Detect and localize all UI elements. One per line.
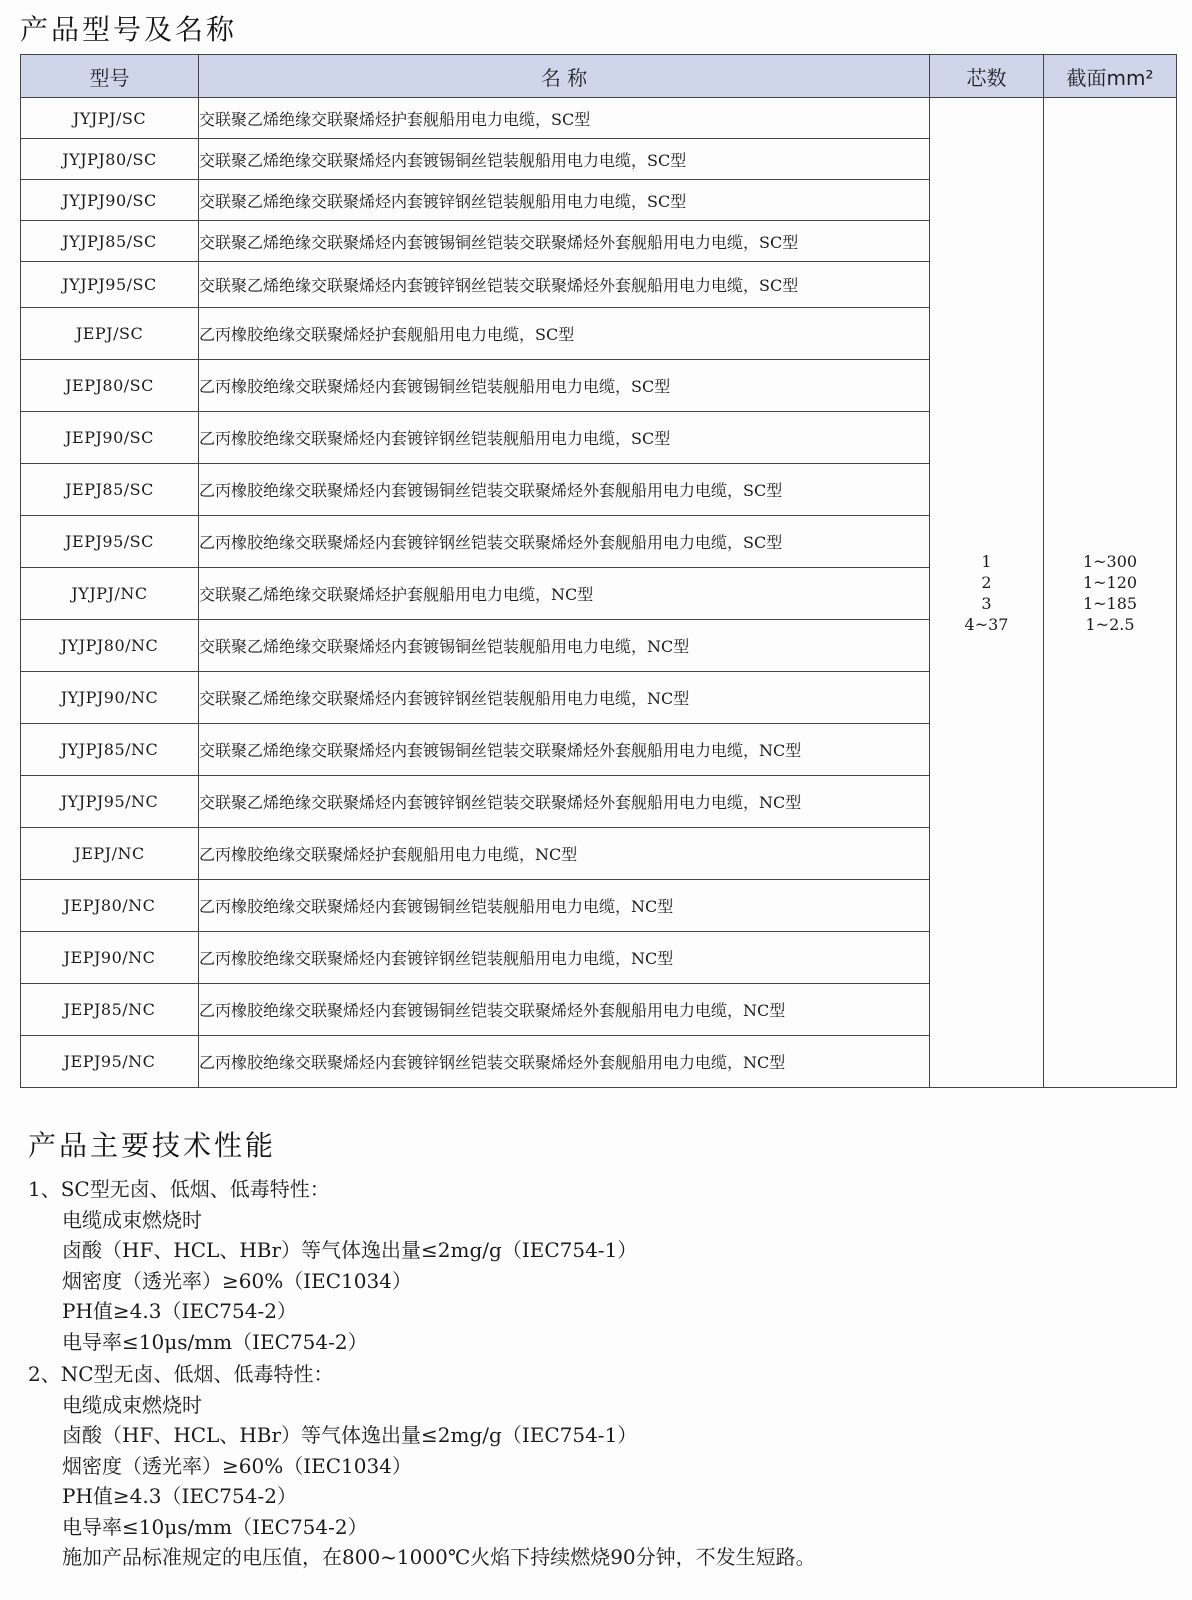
performance-line: 卤酸（HF、HCL、HBr）等气体逸出量≤2mg/g（IEC754-1） [62,1423,638,1447]
cell-model: JEPJ80/NC [21,880,199,932]
cell-name: 交联聚乙烯绝缘交联聚烯烃内套镀锡铜丝铠装舰船用电力电缆，NC型 [199,620,930,672]
performance-group [28,1174,816,1357]
section-value: 1~185 [1082,593,1138,613]
cell-name: 交联聚乙烯绝缘交联聚烯烃内套镀锡铜丝铠装交联聚烯烃外套舰船用电力电缆，NC型 [199,724,930,776]
cell-model: JEPJ90/NC [21,932,199,984]
performance-line: PH值≥4.3（IEC754-2） [62,1299,297,1323]
cell-name: 乙丙橡胶绝缘交联聚烯烃护套舰船用电力电缆，SC型 [199,308,930,360]
performance-line: PH值≥4.3（IEC754-2） [62,1484,297,1508]
cell-name: 交联聚乙烯绝缘交联聚烯烃护套舰船用电力电缆，NC型 [199,568,930,620]
cell-model: JYJPJ/SC [21,98,199,139]
cell-model: JYJPJ85/NC [21,724,199,776]
section-value: 1~2.5 [1085,614,1135,634]
cell-model: JEPJ95/NC [21,1036,199,1088]
performance-line: 烟密度（透光率）≥60%（IEC1034） [62,1453,412,1478]
cell-model: JEPJ80/SC [21,360,199,412]
cell-model: JYJPJ95/SC [21,262,199,308]
cell-model: JYJPJ80/SC [21,139,199,180]
product-model-table [20,54,1177,1088]
cell-name: 乙丙橡胶绝缘交联聚烯烃内套镀锌钢丝铠装交联聚烯烃外套舰船用电力电缆，NC型 [199,1036,930,1088]
table-row [21,98,1177,139]
cell-model: JEPJ85/SC [21,464,199,516]
cell-name: 交联聚乙烯绝缘交联聚烯烃内套镀锡铜丝铠装交联聚烯烃外套舰船用电力电缆，SC型 [199,221,930,262]
cell-name: 交联聚乙烯绝缘交联聚烯烃护套舰船用电力电缆，SC型 [199,98,930,139]
section-title-performance: 产品主要技术性能 [28,1129,277,1162]
cores-value: 2 [981,572,992,592]
cores-value: 4~37 [964,614,1009,634]
performance-line: 卤酸（HF、HCL、HBr）等气体逸出量≤2mg/g（IEC754-1） [62,1238,638,1262]
cell-model: JEPJ90/SC [21,412,199,464]
cell-section [1044,98,1177,1088]
performance-line: 电缆成束燃烧时 [62,1392,202,1417]
cell-name: 乙丙橡胶绝缘交联聚烯烃护套舰船用电力电缆，NC型 [199,828,930,880]
cell-name: 乙丙橡胶绝缘交联聚烯烃内套镀锌钢丝铠装交联聚烯烃外套舰船用电力电缆，SC型 [199,516,930,568]
performance-list [28,1174,816,1575]
cell-name: 乙丙橡胶绝缘交联聚烯烃内套镀锡铜丝铠装交联聚烯烃外套舰船用电力电缆，SC型 [199,464,930,516]
cores-value: 3 [981,593,992,613]
cell-name: 乙丙橡胶绝缘交联聚烯烃内套镀锡铜丝铠装交联聚烯烃外套舰船用电力电缆，NC型 [199,984,930,1036]
table-header-row [21,55,1177,98]
performance-group [28,1359,816,1573]
cell-model: JYJPJ95/NC [21,776,199,828]
cell-model: JEPJ95/SC [21,516,199,568]
performance-heading: 2、NC型无卤、低烟、低毒特性： [28,1362,334,1386]
cell-cores [930,98,1044,1088]
performance-line: 电导率≤10μs/mm（IEC754-2） [62,1514,368,1539]
cell-name: 乙丙橡胶绝缘交联聚烯烃内套镀锌钢丝铠装舰船用电力电缆，SC型 [199,412,930,464]
header-name: 名 称 [199,55,930,98]
header-section: 截面mm² [1044,55,1177,98]
cell-name: 乙丙橡胶绝缘交联聚烯烃内套镀锡铜丝铠装舰船用电力电缆，NC型 [199,880,930,932]
cell-name: 乙丙橡胶绝缘交联聚烯烃内套镀锡铜丝铠装舰船用电力电缆，SC型 [199,360,930,412]
cell-model: JEPJ85/NC [21,984,199,1036]
table-body [21,98,1177,1088]
cell-name: 交联聚乙烯绝缘交联聚烯烃内套镀锌钢丝铠装舰船用电力电缆，SC型 [199,180,930,221]
section-value: 1~120 [1082,572,1138,592]
cell-model: JYJPJ85/SC [21,221,199,262]
performance-heading: 1、SC型无卤、低烟、低毒特性： [28,1177,330,1201]
cores-value: 1 [981,551,992,571]
performance-line: 施加产品标准规定的电压值，在800~1000℃火焰下持续燃烧90分钟，不发生短路。 [62,1545,816,1569]
performance-line: 电缆成束燃烧时 [62,1207,202,1232]
header-model: 型号 [21,55,199,98]
section-title-models: 产品型号及名称 [20,13,238,46]
performance-line: 电导率≤10μs/mm（IEC754-2） [62,1329,368,1354]
cell-name: 交联聚乙烯绝缘交联聚烯烃内套镀锌钢丝铠装交联聚烯烃外套舰船用电力电缆，NC型 [199,776,930,828]
performance-line: 烟密度（透光率）≥60%（IEC1034） [62,1268,412,1293]
section-value: 1~300 [1082,551,1138,571]
cell-model: JYJPJ/NC [21,568,199,620]
cell-model: JEPJ/NC [21,828,199,880]
cell-name: 交联聚乙烯绝缘交联聚烯烃内套镀锌钢丝铠装交联聚烯烃外套舰船用电力电缆，SC型 [199,262,930,308]
cell-name: 乙丙橡胶绝缘交联聚烯烃内套镀锌钢丝铠装舰船用电力电缆，NC型 [199,932,930,984]
header-cores: 芯数 [930,55,1044,98]
cell-model: JYJPJ90/SC [21,180,199,221]
cell-model: JEPJ/SC [21,308,199,360]
cell-model: JYJPJ80/NC [21,620,199,672]
cell-name: 交联聚乙烯绝缘交联聚烯烃内套镀锌钢丝铠装舰船用电力电缆，NC型 [199,672,930,724]
cell-name: 交联聚乙烯绝缘交联聚烯烃内套镀锡铜丝铠装舰船用电力电缆，SC型 [199,139,930,180]
cell-model: JYJPJ90/NC [21,672,199,724]
